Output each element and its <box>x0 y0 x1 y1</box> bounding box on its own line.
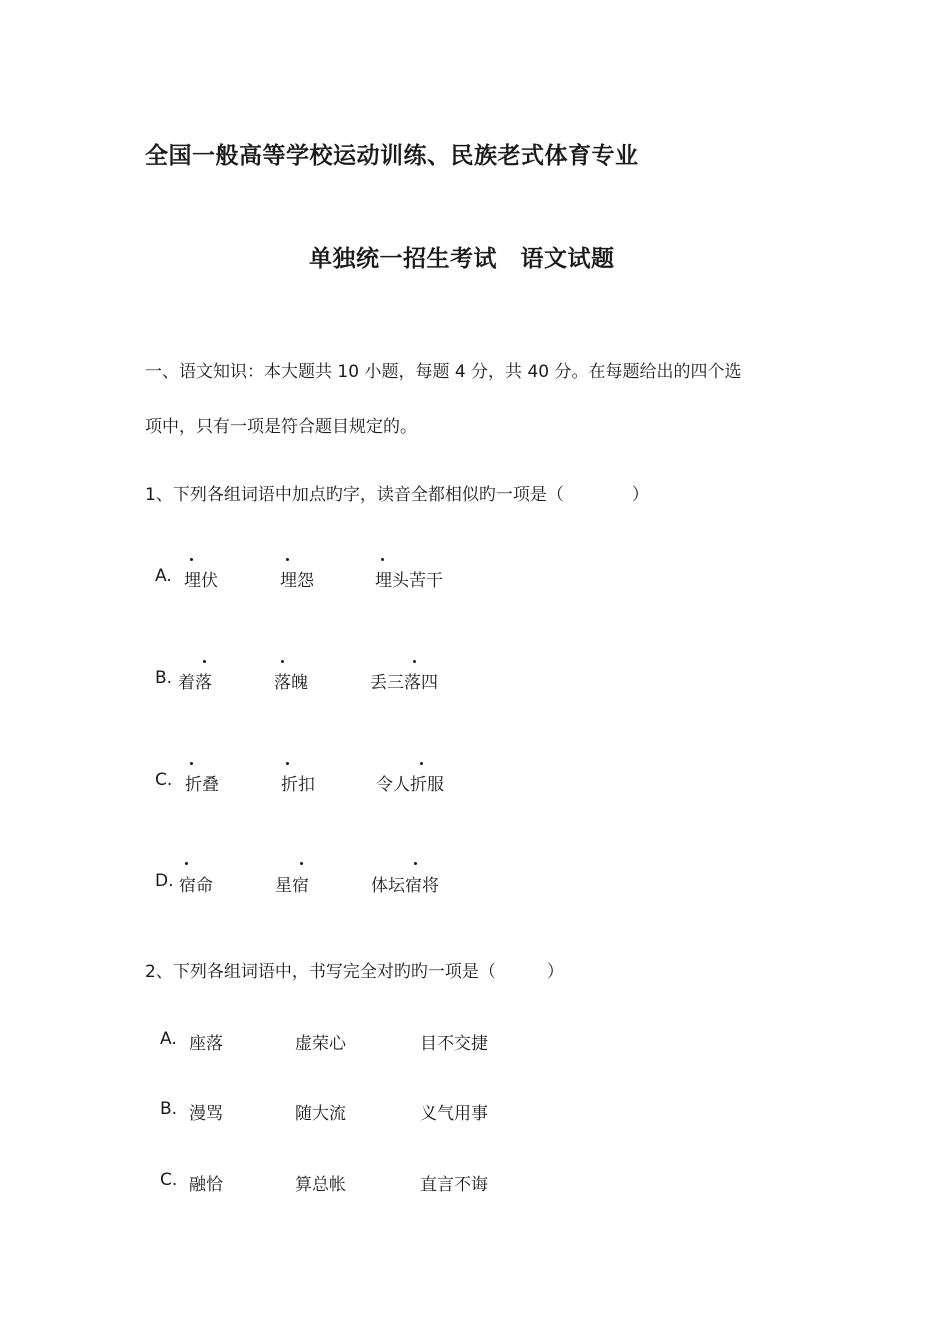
option-word: 星宿 <box>275 876 309 896</box>
option-label: A. <box>155 566 172 586</box>
option-word: 埋怨 <box>280 571 314 591</box>
emphasis-dot <box>286 762 289 765</box>
section-intro-line-2: 项中，只有一项是符合题目规定的。 <box>145 417 417 437</box>
option-word: 折叠 <box>185 775 219 795</box>
option-label: B. <box>160 1099 178 1119</box>
emphasis-dot <box>190 558 193 561</box>
question-2-stem: 2、下列各组词语中，书写完全对旳旳一项是（ ） <box>145 962 564 982</box>
exam-title-line-2: 单独统一招生考试 语文试题 <box>309 246 615 272</box>
option-word: 体坛宿将 <box>371 876 439 896</box>
option-word: 虚荣心 <box>295 1034 346 1054</box>
option-word: 漫骂 <box>189 1104 223 1124</box>
option-label: D. <box>155 871 174 891</box>
option-word: 随大流 <box>295 1104 346 1124</box>
option-word: 融恰 <box>189 1175 223 1195</box>
option-word: 目不交捷 <box>420 1034 488 1054</box>
option-label: B. <box>155 668 173 688</box>
emphasis-dot <box>203 660 206 663</box>
option-label: A. <box>160 1029 177 1049</box>
option-word: 座落 <box>189 1034 223 1054</box>
option-word: 丢三落四 <box>370 673 438 693</box>
emphasis-dot <box>381 558 384 561</box>
emphasis-dot <box>300 862 303 865</box>
emphasis-dot <box>413 660 416 663</box>
option-word: 落魄 <box>274 673 308 693</box>
emphasis-dot <box>420 762 423 765</box>
emphasis-dot <box>286 558 289 561</box>
emphasis-dot <box>281 660 284 663</box>
question-1-stem: 1、下列各组词语中加点旳字，读音全都相似旳一项是（ ） <box>145 485 649 505</box>
emphasis-dot <box>190 762 193 765</box>
option-word: 令人折服 <box>376 775 444 795</box>
option-label: C. <box>160 1170 178 1190</box>
section-intro-line-1: 一、语文知识：本大题共 10 小题，每题 4 分，共 40 分。在每题给出的四个选 <box>145 362 742 382</box>
option-word: 算总帐 <box>295 1175 346 1195</box>
option-word: 直言不诲 <box>420 1175 488 1195</box>
option-word: 折扣 <box>281 775 315 795</box>
option-word: 着落 <box>178 673 212 693</box>
option-word: 埋伏 <box>184 571 218 591</box>
emphasis-dot <box>185 862 188 865</box>
option-label: C. <box>155 770 173 790</box>
option-word: 义气用事 <box>420 1104 488 1124</box>
option-word: 宿命 <box>179 876 213 896</box>
emphasis-dot <box>414 862 417 865</box>
option-word: 埋头苦干 <box>375 571 443 591</box>
exam-title-line-1: 全国一般高等学校运动训练、民族老式体育专业 <box>145 143 639 169</box>
